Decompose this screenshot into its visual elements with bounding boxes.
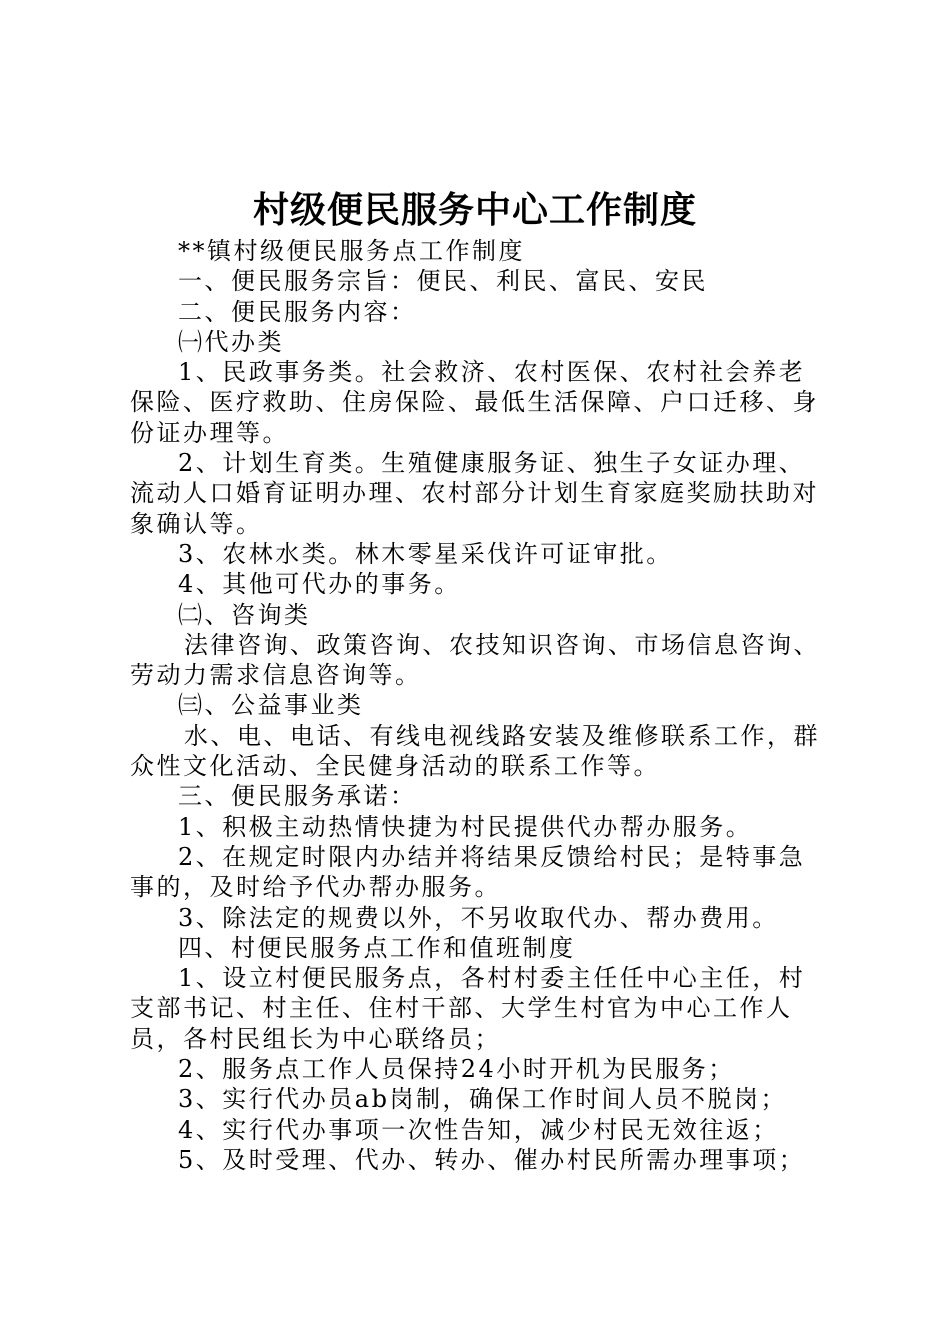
paragraph-12: 水、电、电话、有线电视线路安装及维修联系工作，群众性文化活动、全民健身活动的联系工作等。: [130, 721, 820, 781]
paragraph-21: 4、实行代办事项一次性告知，减少村民无效往返；: [178, 1115, 779, 1144]
paragraph-9: ㈡、咨询类: [178, 600, 311, 629]
paragraph-4: ㈠代办类: [178, 327, 284, 356]
paragraph-17: 四、村便民服务点工作和值班制度: [178, 933, 576, 962]
paragraph-2: 一、便民服务宗旨：便民、利民、富民、安民: [178, 267, 708, 296]
paragraph-14: 1、积极主动热情快捷为村民提供代办帮办服务。: [178, 812, 753, 841]
paragraph-5: 1、民政事务类。社会救济、农村医保、农村社会养老保险、医疗救助、住房保险、最低生活保障、户口迁移、身份证办理等。: [130, 358, 819, 447]
document-body: [130, 236, 830, 1175]
paragraph-16: 3、除法定的规费以外，不另收取代办、帮办费用。: [178, 903, 779, 932]
paragraph-18: 1、设立村便民服务点，各村村委主任任中心主任，村支部书记、村主任、住村干部、大学生村官为中心工作人员，各村民组长为中心联络员；: [130, 964, 806, 1053]
document-title: 村级便民服务中心工作制度: [252, 189, 697, 231]
paragraph-8: 4、其他可代办的事务。: [178, 570, 461, 599]
paragraph-3: 二、便民服务内容：: [178, 297, 417, 326]
paragraph-20: 3、实行代办员ab岗制，确保工作时间人员不脱岗；: [178, 1085, 787, 1114]
paragraph-19: 2、服务点工作人员保持24小时开机为民服务；: [178, 1055, 735, 1084]
paragraph-15: 2、在规定时限内办结并将结果反馈给村民；是特事急事的，及时给予代办帮办服务。: [130, 842, 806, 902]
paragraph-11: ㈢、公益事业类: [178, 691, 364, 720]
paragraph-10: 法律咨询、政策咨询、农技知识咨询、市场信息咨询、劳动力需求信息咨询等。: [130, 630, 820, 690]
paragraph-6: 2、计划生育类。生殖健康服务证、独生子女证办理、流动人口婚育证明办理、农村部分计划生育家庭奖励扶助对象确认等。: [130, 449, 819, 538]
paragraph-1: **镇村级便民服务点工作制度: [178, 237, 525, 265]
paragraph-7: 3、农林水类。林木零星采伐许可证审批。: [178, 539, 673, 568]
paragraph-22: 5、及时受理、代办、转办、催办村民所需办理事项；: [178, 1145, 806, 1174]
paragraph-13: 三、便民服务承诺：: [178, 782, 417, 811]
